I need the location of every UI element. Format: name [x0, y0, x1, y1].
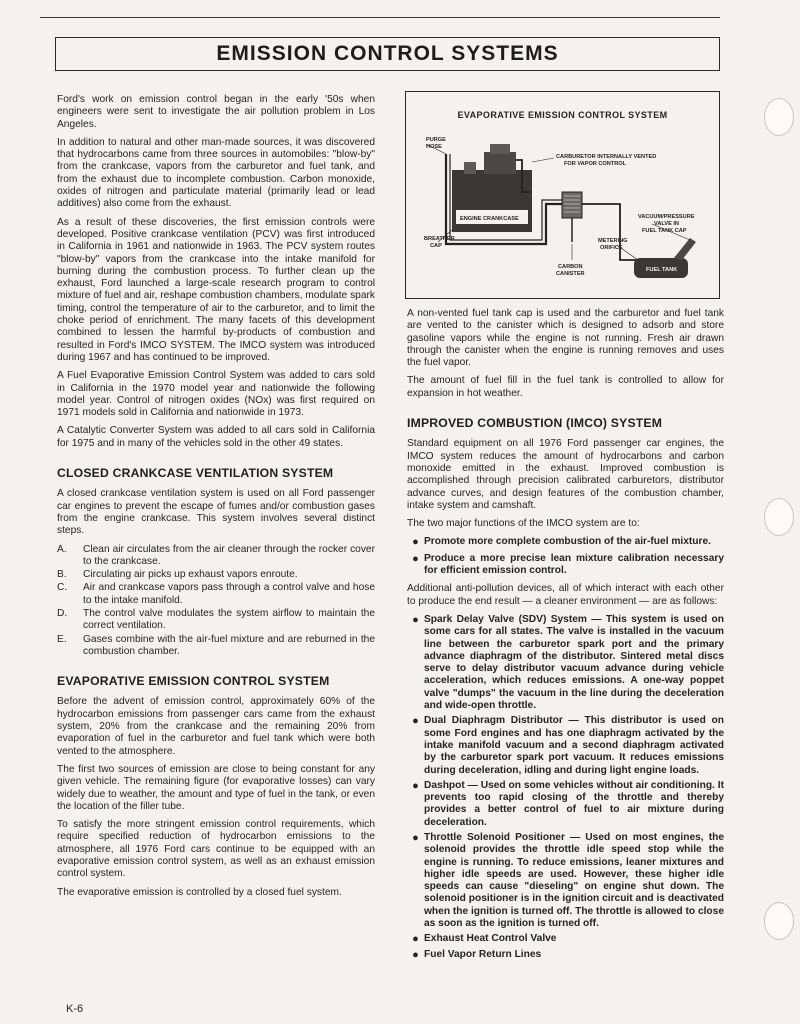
imco-functions-list: [407, 536, 724, 577]
diagram-label: FUEL TANK CAP: [642, 228, 687, 234]
diagram-label: CANISTER: [556, 271, 585, 277]
bullet-icon: ●: [412, 948, 419, 961]
intro-paragraph: A Fuel Evaporative Emission Control System was added to cars sold in California in the 1970 model year and nationwide the following model year. Control of nitrogen oxides (NOx) was first required on 1971 models sold in California and nationwide in 1973.: [57, 370, 375, 419]
step-letter: B.: [57, 569, 67, 581]
list-item: [57, 569, 375, 581]
intro-paragraph: Ford's work on emission control began in the early '50s when engineers were sent to investigate the air pollution problem in Los Angeles.: [57, 94, 375, 130]
step-text: Air and crankcase vapors pass through a control valve and hose to the intake manifold.: [83, 582, 375, 606]
list-item-text: Dual Diaphragm Distributor — This distributor is used on some Ford engines and has one diaphragm activated by the intake manifold vacuum and a second diaphragm activated by the carburetor spark port vacuum. It reduces emissions during deceleration, idling and during light engine loads.: [424, 715, 724, 776]
bullet-icon: ●: [412, 933, 419, 946]
left-column: [57, 94, 375, 905]
list-item: [407, 715, 724, 776]
step-letter: C.: [57, 582, 68, 594]
list-item-text: Produce a more precise lean mixture calibration necessary for efficient emission control.: [424, 552, 724, 577]
list-item: [57, 634, 375, 659]
diagram-label: ORIFICE: [600, 245, 623, 251]
list-item: [407, 553, 724, 578]
diagram-label: CAP: [430, 243, 442, 249]
list-item-text: Exhaust Heat Control Valve: [424, 933, 557, 945]
evap-system-figure: [405, 91, 720, 299]
diagram-label: HOSE: [426, 144, 442, 150]
imco-paragraph: The two major functions of the IMCO system are to:: [407, 518, 640, 530]
intro-paragraph: In addition to natural and other man-made sources, it was discovered that hydrocarbons came from three sources in automobiles: "blow-by" from the crankcase, vapors from the carburetor and fuel tank, and from the exhaust due to incomplete combustion. Carbon monoxide, oxides of nitrogen and particulate material (primarily lead or lead additives) also come from the exhaust.: [57, 136, 375, 210]
evap-paragraph: To satisfy the more stringent emission control requirements, which require specified reduction of hydrocarbon emissions to the atmosphere, all 1976 Ford cars continue to be equipped with an evaporative emission control system, as well as an exhaust emission control system.: [57, 819, 375, 880]
page-title-box: [55, 37, 720, 71]
list-item-text: Promote more complete combustion of the air-fuel mixture.: [424, 536, 711, 548]
evap-paragraph: A non-vented fuel tank cap is used and the carburetor and fuel tank are vented to the canister which is designed to adsorb and store gasoline vapors while the engine is not running. Fresh air drawn through the canister when the engine is running removes and uses the fuel vapor.: [407, 308, 724, 369]
bullet-icon: ●: [412, 779, 419, 792]
step-letter: E.: [57, 633, 67, 645]
binder-hole-icon: [764, 98, 794, 136]
list-item: [57, 544, 375, 569]
carburetor-shape: [484, 152, 516, 174]
list-item-text: Fuel Vapor Return Lines: [424, 948, 542, 960]
evap-paragraph: Before the advent of emission control, approximately 60% of the hydrocarbon emissions from passenger cars came from the exhaust system, 20% from the crankcase and the remaining 20% from evaporation of fuel in the carburetor and fuel tank which were both vented to the atmosphere.: [57, 696, 375, 757]
right-column: [407, 308, 724, 967]
figure-title: EVAPORATIVE EMISSION CONTROL SYSTEM: [457, 110, 668, 120]
page-title: EMISSION CONTROL SYSTEMS: [216, 42, 559, 65]
list-item: [407, 832, 724, 930]
diagram-label: ENGINE CRANKCASE: [460, 216, 519, 222]
list-item: [57, 582, 375, 607]
list-item: [407, 536, 724, 548]
evap-paragraph: The amount of fuel fill in the fuel tank is controlled to allow for expansion in hot weather.: [407, 375, 724, 399]
breather-shape: [464, 162, 476, 174]
step-text: Gases combine with the air-fuel mixture and are reburned in the combustion chamber.: [83, 633, 375, 657]
diagram-label: PURGE: [426, 137, 446, 143]
tank-vent-line: [582, 204, 642, 260]
list-item: [57, 608, 375, 633]
page-number: K-6: [66, 1003, 84, 1015]
step-text: The control valve modulates the system airflow to maintain the correct ventilation.: [83, 607, 375, 632]
intro-paragraph: As a result of these discoveries, the first emission controls were developed. Positive crankcase ventilation (PCV) was first introduced in California in 1961 and nationwide in 1963. The PCV system routes "blow-by" vapors from the crankcase into the intake manifold for burning during the combustion process. To further clean up the exhaust, Ford launched a large-scale research program to control mixture of fuel and air, reshape combustion chambers, modulate spark timing, control the temperature of air to the carburetor, and to limit the choke period of enrichment. The many facets of this development combined to lessen the harmful by-products of combustion and resulted in Ford's IMCO SYSTEM. The IMCO system was introduced during 1967 and has continued to be improved.: [57, 216, 375, 363]
bullet-icon: ●: [412, 552, 419, 565]
devices-list: [407, 614, 724, 961]
list-item: [407, 933, 724, 945]
list-item-text: Dashpot — Used on some vehicles without air conditioning. It prevents too rapid closing of the throttle and thereby provides a better control of fuel to air mixture during deceleration.: [424, 779, 724, 828]
step-text: Circulating air picks up exhaust vapors enroute.: [83, 569, 298, 581]
leader-line: [532, 158, 554, 162]
additional-paragraph: Additional anti-pollution devices, all of which interact with each other to produce the end result — a cleaner environment — are as follows:: [407, 583, 724, 607]
evap-paragraph: The first two sources of emission are close to being constant for any given vehicle. The remaining figure (for evaporative losses) can vary widely due to weather, the amount and type of fuel in the tank, or even the location of the filler tube.: [57, 763, 375, 812]
list-item-text: Throttle Solenoid Positioner — Used on most engines, the solenoid provides the throttle idle speed stop while the engine is running. To reduce emissions, leaner mixtures and higher idle speeds are used. However, these higher idle speeds can cause "dieseling" on engine shut down. The solenoid positioner is in the ignition circuit and is deactivated when the ignition is turned off. The throttle is allowed to close as soon as the ignition is turned off.: [424, 831, 724, 930]
filler-neck-shape: [674, 238, 696, 260]
list-item-text: Spark Delay Valve (SDV) System — This system is used on some cars for all states. The valve is installed in the vacuum line between the carburetor spark port and the primary advance diaphragm of the distributor. Sintered metal discs serve to delay distributor vacuum advance during vehicle acceleration, which reduces emissions. A one-way poppet valve "dumps" the vacuum in the line during the deceleration and wide-open throttle.: [424, 613, 724, 712]
bullet-icon: ●: [412, 715, 419, 728]
evap-heading: EVAPORATIVE EMISSION CONTROL SYSTEM: [57, 674, 330, 689]
step-letter: A.: [57, 543, 67, 555]
evap-paragraph: The evaporative emission is controlled by a closed fuel system.: [57, 886, 342, 898]
bullet-icon: ●: [412, 536, 419, 549]
diagram-label: FOR VAPOR CONTROL: [564, 161, 627, 167]
list-item: [407, 949, 724, 961]
diagram-label: BREATHER: [424, 236, 455, 242]
top-rule: [40, 17, 720, 18]
step-text: Clean air circulates from the air cleaner through the rocker cover to the crankcase.: [83, 543, 375, 567]
air-cleaner-shape: [490, 144, 510, 154]
bullet-icon: ●: [412, 613, 419, 626]
binder-hole-icon: [764, 498, 794, 536]
evap-system-diagram: [406, 92, 721, 300]
list-item: [407, 780, 724, 829]
diagram-label: VALVE IN: [654, 221, 679, 227]
diagram-label: METERING: [598, 238, 628, 244]
binder-hole-icon: [764, 902, 794, 940]
imco-paragraph: Standard equipment on all 1976 Ford passenger car engines, the IMCO system reduces the amount of hydrocarbons and carbon monoxide emitted in the exhaust. Improved combustion is accomplished through precision calibrated carburetors, distributor advance curves, and design features of the combustion chamber, intake system and camshaft.: [407, 438, 724, 511]
diagram-label: CARBURETOR INTERNALLY VENTED: [556, 154, 657, 160]
ccv-steps-list: [57, 544, 375, 659]
list-item: [407, 614, 724, 712]
intro-paragraph: A Catalytic Converter System was added to all cars sold in California for 1975 and in many of the vehicles sold in the other 49 states.: [57, 425, 375, 449]
imco-heading: IMPROVED COMBUSTION (IMCO) SYSTEM: [407, 416, 663, 431]
diagram-label: VACUUM/PRESSURE: [638, 214, 695, 220]
step-letter: D.: [57, 607, 68, 619]
ccv-paragraph: A closed crankcase ventilation system is used on all Ford passenger car engines to prevent the escape of fumes and/or combustion gases from the engine crankcase. This system involves several distinct steps.: [57, 488, 375, 537]
diagram-label: CARBON: [558, 264, 583, 270]
diagram-label: FUEL TANK: [646, 267, 678, 273]
bullet-icon: ●: [412, 831, 419, 844]
ccv-heading: CLOSED CRANKCASE VENTILATION SYSTEM: [57, 466, 334, 481]
